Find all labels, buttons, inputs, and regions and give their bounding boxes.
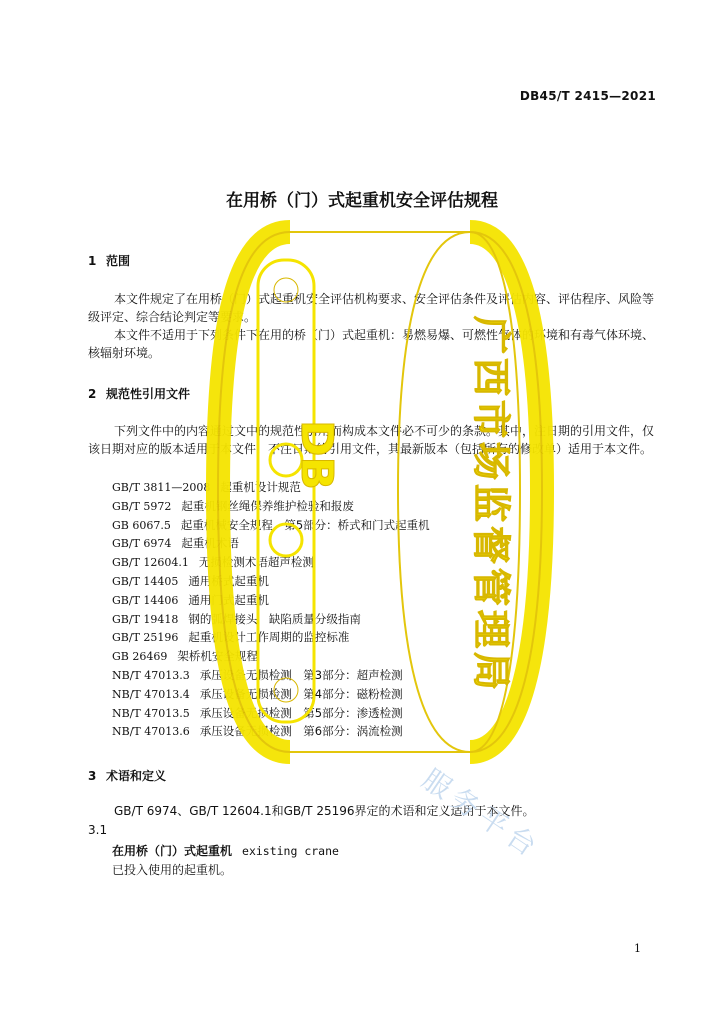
reference-item: GB/T 12604.1 无损检测术语超声检测 [112,555,314,570]
normative-reference-list [112,478,430,741]
reference-item: NB/T 47013.4 承压设备无损检测 第4部分：磁粉检测 [112,686,403,701]
term-entry [112,842,339,859]
reference-item: NB/T 47013.3 承压设备无损检测 第3部分：超声检测 [112,667,403,682]
section-number: 2 [88,387,97,401]
reference-item: GB/T 6974 起重机术语 [112,536,239,551]
reference-item: GB/T 3811—2008 起重机设计规范 [112,480,301,494]
clause-number: 3.1 [88,823,108,837]
faint-watermark-text: 服务平台 [416,762,548,866]
section-title: 术语和定义 [106,769,167,783]
seal-main-text: 广西市场监督管理局 [469,316,513,695]
seal-code-text: DB [291,420,342,491]
term-en: existing crane [242,844,339,858]
page-number: 1 [634,942,641,955]
reference-item: GB/T 25196 起重机设计工作周期的监控标准 [112,630,350,645]
section-1-para-1: 本文件规定了在用桥（门）式起重机安全评估机构要求、安全评估条件及评估内容、评估程序、风险等级评定、综合结论判定等要求。 [88,292,655,324]
reference-item: GB/T 19418 钢的弧焊接头 缺陷质量分级指南 [112,611,361,626]
section-2-heading [88,385,190,402]
document-title: 在用桥（门）式起重机安全评估规程 [226,191,498,211]
section-title: 规范性引用文件 [106,387,191,401]
reference-item: GB/T 14405 通用桥式起重机 [112,573,269,588]
reference-item: GB/T 5972 起重机钢丝绳保养维护检验和报废 [112,498,354,513]
reference-item: GB 26469 架桥机安全规程 [112,649,258,664]
section-3-para-1: GB/T 6974、GB/T 12604.1和GB/T 25196界定的术语和定义适用于本文件。 [114,804,535,818]
term-definition: 已投入使用的起重机。 [112,863,233,877]
section-3-heading [88,767,166,784]
section-number: 3 [88,769,97,783]
reference-item: GB/T 14406 通用门式起重机 [112,592,269,607]
section-2-para-1: 下列文件中的内容通过文中的规范性引用而构成本文件必不可少的条款。其中，注日期的引用文件，仅该日期对应的版本适用于本文件；不注日期的引用文件，其最新版本（包括所有的修改单）适用于本文件。 [88,424,655,456]
reference-item: NB/T 47013.5 承压设备无损检测 第5部分：渗透检测 [112,705,403,720]
section-number: 1 [88,254,97,268]
section-1-heading [88,252,130,269]
reference-item: GB 6067.5 起重机械安全规程 第5部分：桥式和门式起重机 [112,517,430,532]
term-zh: 在用桥（门）式起重机 [112,844,233,858]
section-title: 范围 [106,254,131,268]
reference-item: NB/T 47013.6 承压设备无损检测 第6部分：涡流检测 [112,724,403,739]
section-1-para-2: 本文件不适用于下列条件下在用的桥（门）式起重机：易燃易爆、可燃性气体的环境和有毒气体环境、核辐射环境。 [88,328,655,360]
standard-number: DB45/T 2415—2021 [519,89,656,103]
